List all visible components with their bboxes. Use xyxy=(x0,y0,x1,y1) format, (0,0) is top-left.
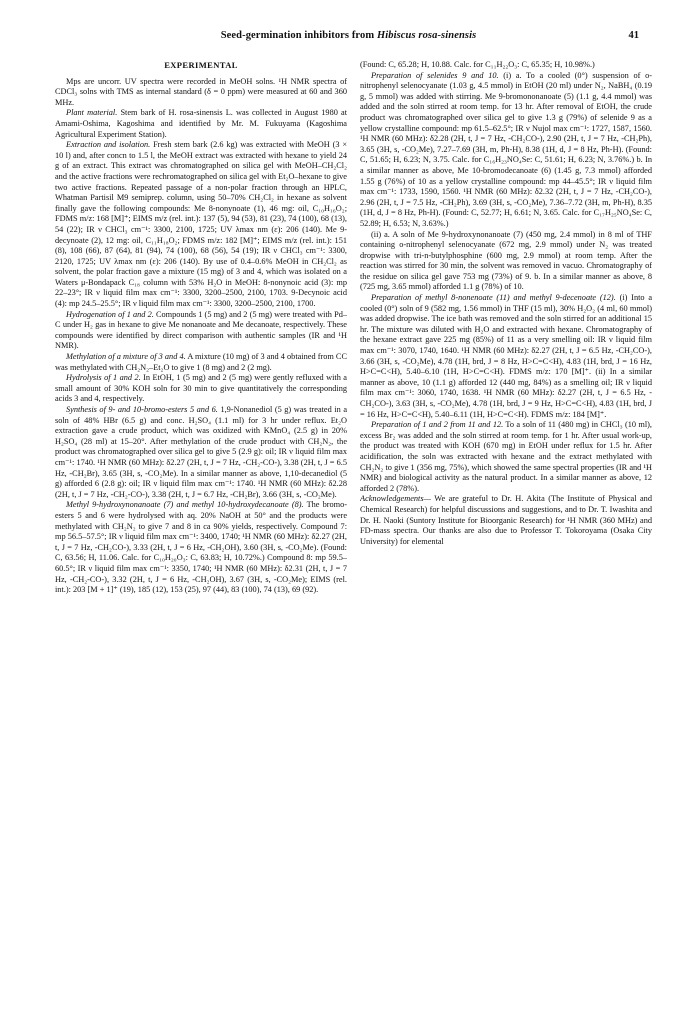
paragraph-text: In EtOH, 1 (5 mg) and 2 (5 mg) were gently refluxed with a small amount of 30% KOH soln for 30 min to give quantitatively the corresponding acids 3 and 4, respectively. xyxy=(55,373,347,404)
run-in-heading: Methylation of a mixture of 3 and 4. xyxy=(66,352,186,362)
paragraph-text: (i) a. To a cooled (0°) suspension of o-nitrophenyl selenocyanate (1.03 g, 4.5 mmol) in EtOH (20 ml) under N₂, NaBH₄ (0.19 g, 5 mmol) was added with stirring. Me 9-bromononanoate (5) (1.1 g, 4.4 mmol) was added and the soln stirred at room temp. for 13 hr. After removal of EtOH, the crude product was chromatographed over silica gel to give 1.3 g (79%) of selenide 9 as a yellow crystalline compound: mp 61.5–62.5°; IR ν Nujol max cm⁻¹: 1727, 1587, 1560. ¹H NMR (60 MHz): δ2.28 (2H, t, J = 7 Hz, -CH₂CO-), 2.90 (2H, t, J = 7 Hz, -CH₂Ph), 3.65 (3H, s, -CO₂Me), 7.27–7.69 (3H, m, Ph-H), 8.38 (1H, d, J = 8 Hz, Ph-H). (Found: C, 51.65; H, 6.23; N, 3.75. Calc. for C₁₆H₂₃NO₄Se: C, 51.61; H, 6.23; N, 3.76%.) b. In a similar manner as above, Me 10-bromodecanoate (6) (1.45 g, 7.3 mmol) afforded 1.55 g (76%) of 10 as a yellow crystalline compound: mp 44–45.5°; IR ν liquid film max cm⁻¹: 1733, 1590, 1560. ¹H NMR (60 MHz): δ2.32 (2H, t, J = 7 Hz, -CH₂CO-), 2.96 (2H, t, J = 7.5 Hz, -CH₂Ph), 3.69 (3H, s, -CO₂Me), 7.36–7.72 (3H, m, Ph-H), 8.35 (1H, d, J = 8 Hz, Ph-H). (Found: C, 52.77; H, 6.61; N, 3.65. Calc. for C₁₇H₂₅NO₄Se: C, 52.89; H, 6.53; N, 3.63%.) xyxy=(360,70,652,228)
hydroxy-ester-paragraph xyxy=(55,500,347,595)
run-in-heading: Acknowledgements— xyxy=(360,494,431,504)
paragraph-text: Mps are uncorr. UV spectra were recorded in MeOH solns. ¹H NMR spectra of CDCl₃ solns with TMS as internal standard (δ = 0 ppm) were measured at 60 and 360 MHz. xyxy=(55,76,347,107)
elemental-analysis-continuation xyxy=(360,60,652,71)
selenide-alternative-paragraph xyxy=(360,230,652,294)
running-header xyxy=(0,30,697,46)
hydrogenation-paragraph xyxy=(55,310,347,352)
bromo-ester-synthesis-paragraph xyxy=(55,405,347,500)
paragraph-text: Stem bark of H. rosa-sinensis L. was collected in August 1980 at Amami-Oshima, Kagoshima and identified by Mr. M. Fukuyama (Kagoshima Agricultural Experiment Station). xyxy=(55,108,347,139)
acknowledgements-paragraph xyxy=(360,494,652,547)
hydrolysis-paragraph xyxy=(55,373,347,405)
run-in-heading: Preparation of 1 and 2 from 11 and 12. xyxy=(371,420,504,430)
paragraph-text: Fresh stem bark (2.6 kg) was extracted with MeOH (3 × 10 l) and, after concn to 1.5 l, the MeOH extract was extracted with hexane to yield 24 g of an extract. This extract was chromatographed on silica gel with MeOH–CH₂Cl₂ and the active fractions were rechromatographed on silica gel with Et₂O–hexane to give two active fractions. Repeated passage of a non-polar fraction through an HPLC, Whatman Partisil M9 semiprep. column, using 50–70% CH₂Cl₂ in hexane as solvent finally gave the following compounds: Me 8-nonynoate (1), 46 mg: oil, C₁₀H₁₆O₂; FDMS m/z: 168 [M]⁺; EIMS m/z (rel. int.): 137 (5), 94 (53), 81 (23), 74 (100), 68 (13), 54 (22); IR ν CHCl₃ cm⁻¹: 3300, 2100, 1725; UV λmax nm (ε): 206 (140). Me 9-decynoate (2), 12 mg: oil, C₁₁H₁₈O₂; FDMS m/z: 182 [M]⁺; EIMS m/z (rel. int.): 151 (8), 108 (66), 87 (64), 81 (94), 74 (100), 68 (56), 54 (19); IR ν CHCl₃ cm⁻¹: 3300, 2120, 1725; UV λmax nm (ε): 206 (140). By use of 0.4–0.6% MeOH in CH₂Cl₂ as solvent, the polar fraction gave a mixture (15 mg) of 3 and 4, which was isolated on a Waters μ-Bondapack C₁₈ column with 53% H₂O in MeOH: 8-nonynoic acid (3): mp 22–23°; IR ν liquid film max cm⁻¹: 3300, 3200–2500, 2100, 1703. 9-Decynoic acid (4): mp 24.5–25.5°; IR ν liquid film max cm⁻¹: 3300, 3200–2500, 2100, 1700. xyxy=(55,140,347,309)
paragraph-text: A mixture (10 mg) of 3 and 4 obtained from CC was methylated with CH₂N₂–Et₂O to give 1 (8 mg) and 2 (2 mg). xyxy=(55,352,347,372)
paragraph-text: (ii) a. A soln of Me 9-hydroxynonanoate (7) (450 mg, 2.4 mmol) in 8 ml of THF containing o-nitrophenyl selenocyanate (672 mg, 2.9 mmol) under N₂ was treated dropwise with tri-n-butylphosphine (600 mg, 2.9 mmol) at room temp. After the reaction was stirred for 30 min, the solvent was removed in vacuo. Chromatography of the residue on silica gel gave 753 mg (73%) of 9. b. In a similar manner as above, 8 (725 mg, 3.65 mmol) afforded 1.1 g (78%) of 10. xyxy=(360,229,652,292)
page-number: 41 xyxy=(628,30,639,41)
left-column xyxy=(55,60,347,1015)
paragraph-text: (i) Into a cooled (0°) soln of 9 (582 mg, 1.56 mmol) in THF (15 ml), 30% H₂O₂ (4 ml, 60 mmol) was added dropwise. The ice bath was removed and the soln stirred for an additional 15 hr. The mixture was diluted with H₂O and extracted with hexane. Chromatography of the hexane extract gave 225 mg (85%) of 11 as a very smelling oil: IR ν liquid film max cm⁻¹: 3070, 1740, 1640. ¹H NMR (60 MHz): δ2.27 (2H, t, J = 6.5 Hz, -CH₂CO-), 3.66 (3H, s, -CO₂Me), 4.78 (1H, brd, J = 8 Hz, H>C=C<H), 4.83 (1H, brd, J = 16 Hz, H>C=C<H), 5.40–6.10 (1H, H>C=C<H). FDMS m/z: 170 [M]⁺. (ii) In a similar manner as above, 10 (1.1 g) afforded 12 (440 mg, 84%) as a smelling oil; IR ν liquid film max cm⁻¹: 3060, 1740, 1638. ¹H NMR (60 MHz): δ2.27 (2H, t, J = 6.5 Hz, -CH₂CO-), 3.63 (3H, s, -CO₂Me), 4.78 (1H, brd, J = 9 Hz, H>C=C<H), 4.83 (1H, brd, J = 16 Hz, H>C=C<H), 5.40–6.11 (1H, H>C=C<H). FDMS m/z: 184 [M]⁺. xyxy=(360,293,652,419)
paragraph-text: The bromo-esters 5 and 6 were hydrolysed with aq. 20% NaOH at 50° and the products were methylated with CH₂N₂ to give 7 and 8 in ca 90% yields, respectively. Compound 7: mp 56.5–57.5°; IR ν liquid film max cm⁻¹: 3400, 1740; ¹H NMR (60 MHz): δ2.27 (2H, t, J = 7 Hz, -CH₂CO-), 3.33 (2H, t, J = 6 Hz, -CH₂OH), 3.60 (3H, s, -CO₂Me). (Found: C, 63.56; H, 11.06. Calc. for C₁₀H₂₀O₃: C, 63.83; H, 10.72%.) Compound 8: mp 59.5–60.5°; IR ν liquid film max cm⁻¹: 3350, 1740; ¹H NMR (60 MHz): δ2.31 (2H, t, J = 7 Hz, -CH₂-CO-), 3.32 (2H, t, J = 6 Hz, -CH₂OH), 3.67 (3H, s, -CO₂Me); EIMS (rel. int.): 203 [M + 1]⁺ (19), 185 (12), 153 (25), 97 (44), 83 (100), 74 (13), 69 (92). xyxy=(55,500,347,595)
alkyne-preparation-paragraph xyxy=(360,420,652,494)
run-in-heading: Hydrogenation of 1 and 2. xyxy=(66,309,154,319)
run-in-heading: Preparation of methyl 8-nonenoate (11) and methyl 9-decenoate (12). xyxy=(371,293,616,303)
run-in-heading: Plant material. xyxy=(66,108,118,118)
run-in-heading: Synthesis of 9- and 10-bromo-esters 5 and 6. xyxy=(66,405,218,414)
run-in-heading: Preparation of selenides 9 and 10. xyxy=(371,70,499,80)
paragraph-text: (Found: C, 65.28; H, 10.88. Calc. for C₁₁H₂₂O₃: C, 65.35; H, 10.98%.) xyxy=(360,60,595,69)
plant-material-paragraph xyxy=(55,108,347,140)
paragraph-text: We are grateful to Dr. H. Akita (The Institute of Physical and Chemical Research) for helpful discussions and suggestions, and to Dr. T. Iwashita and Dr. H. Naoki (Suntory Institute for Bioorganic Research) for ¹H NMR (360 MHz) and FD-mass spectra. Our thanks are also due to Professor T. Tokoroyama (Osaka City University) for elemental xyxy=(360,494,652,546)
paragraph-text: To a soln of 11 (480 mg) in CHCl₃ (10 ml), excess Br₂ was added and the soln stirred at room temp. for 1 hr. After usual work-up, the product was treated with KOH (670 mg) in EtOH under reflux for 1.5 hr. After acidification, the soln was extracted with hexane and the extract methylated with CH₂N₂ to give 1 (356 mg, 75%), which showed the same spectral properties (IR and ¹H NMR) and biological activity as the natural product. In a similar manner as above, 12 afforded 2 (78%). xyxy=(360,420,652,493)
section-heading-experimental: EXPERIMENTAL xyxy=(164,60,238,70)
general-methods-paragraph xyxy=(55,77,347,109)
run-in-heading: Extraction and isolation. xyxy=(66,140,151,150)
running-title: Seed-germination inhibitors from Hibiscus rosa-sinensis xyxy=(220,30,477,41)
extraction-isolation-paragraph xyxy=(55,140,347,310)
alkene-preparation-paragraph xyxy=(360,293,652,420)
paragraph-text: 1,9-Nonanediol (5 g) was treated in a soln of 48% HBr (6.5 g) and conc. H₂SO₄ (1.1 ml) for 3 hr under reflux. Et₂O extraction gave a crude product, which was oxidized with KMnO₄ (2.5 g) in 20% H₂SO₄ (28 ml) at 15–20°. After methylation of the crude product with CH₂N₂, the product was chromatographed over silica gel to give 5 (2.9 g): oil; IR ν liquid film max cm⁻¹: 1740. ¹H NMR (60 MHz): δ2.27 (2H, t, J = 7 Hz, -CH₂-CO-), 3.38 (2H, t, J = 6.5 Hz, -CH₂Br), 3.65 (3H, s, -CO₂Me). In a similar manner as above, 1,10-decanediol (5 g) afforded 6 (2.8 g): oil; IR ν liquid film max cm⁻¹: 1740. ¹H NMR (60 MHz): δ2.28 (2H, t, J = 7 Hz, -CH₂-CO-), 3.38 (2H, t, J = 6.7 Hz, -CH₂Br), 3.66 (3H, s, -CO₂Me). xyxy=(55,405,347,499)
species-name: Hibiscus rosa-sinensis xyxy=(376,30,477,41)
run-in-heading: Methyl 9-hydroxynonanoate (7) and methyl 10-hydroxydecanoate (8). xyxy=(66,500,304,510)
methylation-paragraph xyxy=(55,352,347,373)
run-in-heading: Hydrolysis of 1 and 2. xyxy=(66,373,141,383)
right-paragraphs xyxy=(360,60,652,547)
right-column xyxy=(360,60,652,1015)
paragraph-text: Compounds 1 (5 mg) and 2 (5 mg) were treated with Pd–C under H₂ gas in hexane to give Me nonanoate and Me decanoate, respectively. These compounds were identified by direct comparison with authentic samples (IR and ¹H NMR). xyxy=(55,309,347,351)
left-paragraphs xyxy=(55,77,347,596)
selenide-preparation-paragraph xyxy=(360,71,652,230)
